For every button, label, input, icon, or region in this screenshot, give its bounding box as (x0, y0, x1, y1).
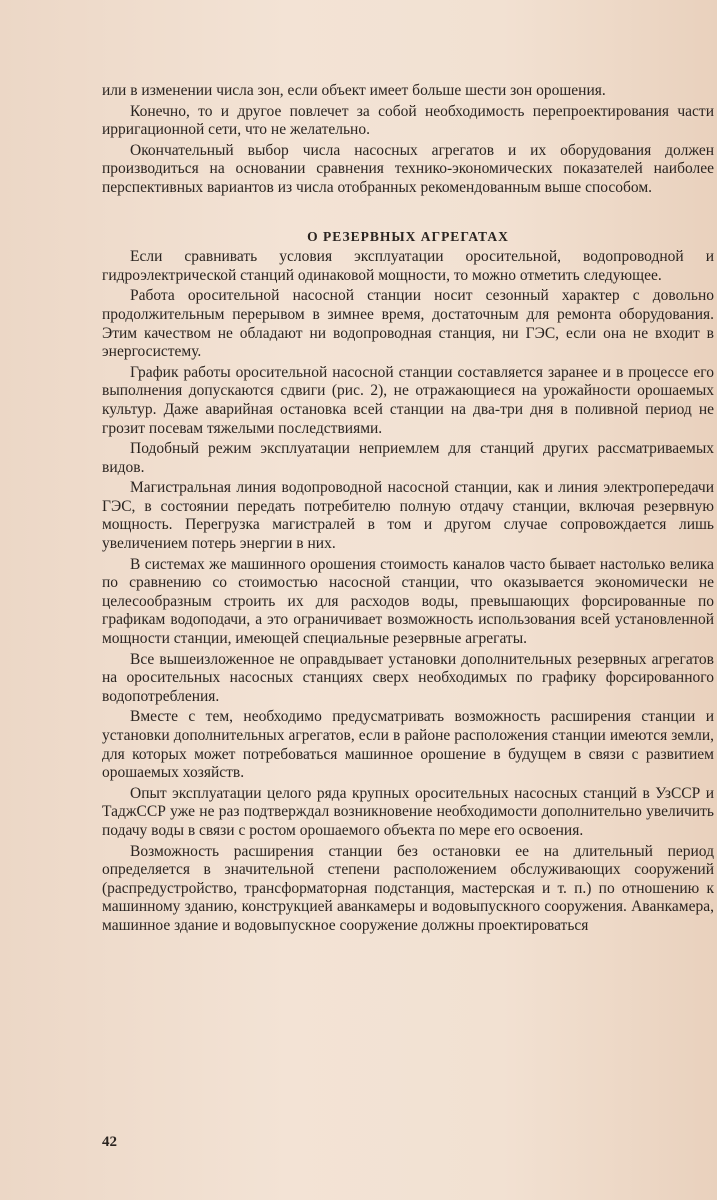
paragraph: Работа оросительной насосной станции носит сезонный характер с довольно продолжительным перерывом в зимнее время, достаточным для ремонта оборудования. Этим качеством не обладают ни водопроводная станция, ни ГЭС, если она не входит в энергосистему. (102, 287, 714, 361)
paragraph: Если сравнивать условия эксплуатации оросительной, водопроводной и гидроэлектрической станций одинаковой мощности, то можно отметить следующее. (102, 248, 714, 284)
paragraph: Возможность расширения станции без остановки ее на длительный период определяется в значительной степени расположением обслуживающих сооружений (распредустройство, трансформаторная подстанция, мастерская и т. п.) по отношению к машинному зданию, конструкцией аванкамеры и водовыпускного сооружения. Аванкамера, машинное здание и водовыпускное сооружение должны проектироваться (102, 842, 714, 934)
page-text (102, 82, 714, 936)
page-number: 42 (102, 1134, 117, 1150)
paragraph: В системах же машинного орошения стоимость каналов часто бывает настолько велика по сравнению со стоимостью насосной станции, что оказывается экономически не целесообразным строить их для расходов воды, превышающих форсированные по графикам водоподачи, а это ограничивает возможность использования всей установленной мощности станции, имеющей специальные резервные агрегаты. (102, 555, 714, 648)
paragraph: Все вышеизложенное не оправдывает установки дополнительных резервных агрегатов на оросительных насосных станциях сверх необходимых по графику форсированного водопотребления. (102, 650, 714, 705)
paragraph: Вместе с тем, необходимо предусматривать возможность расширения станции и установки дополнительных агрегатов, если в районе расположения станции имеются земли, для которых может потребоваться машинное орошение в будущем в связи с развитием орошаемых хозяйств. (102, 708, 714, 782)
paragraph: Конечно, то и другое повлечет за собой необходимость перепроектирования части ирригационной сети, что не желательно. (102, 102, 714, 139)
paragraph: Магистральная линия водопроводной насосной станции, как и линия электропередачи ГЭС, в состоянии передать потребителю полную отдачу станции, включая резервную мощность. Перегрузка магистралей в том и другом случае сопровождается лишь увеличением потерь энергии в них. (102, 479, 714, 553)
paragraph: Окончательный выбор числа насосных агрегатов и их оборудования должен производиться на основании сравнения технико-экономических показателей наиболее перспективных вариантов из числа отобранных рекомендованным выше способом. (102, 141, 714, 196)
paragraph: или в изменении числа зон, если объект имеет больше шести зон орошения. (102, 82, 606, 99)
paragraph: Подобный режим эксплуатации неприемлем для станций других рассматриваемых видов. (102, 440, 714, 476)
paragraph: Опыт эксплуатации целого ряда крупных оросительных насосных станций в УзССР и ТаджССР уже не раз подтверждал возникновение необходимости дополнительно увеличить подачу воды в связи с ростом орошаемого объекта по мере его освоения. (102, 784, 714, 839)
section-heading: О РЕЗЕРВНЫХ АГРЕГАТАХ (307, 228, 509, 244)
paragraph: График работы оросительной насосной станции составляется заранее и в процессе его выполнения допускаются сдвиги (рис. 2), не отражающиеся на урожайности орошаемых культур. Даже аварийная остановка всей станции на два-три дня в поливной период не грозит посевам тяжелыми последствиями. (102, 363, 714, 437)
